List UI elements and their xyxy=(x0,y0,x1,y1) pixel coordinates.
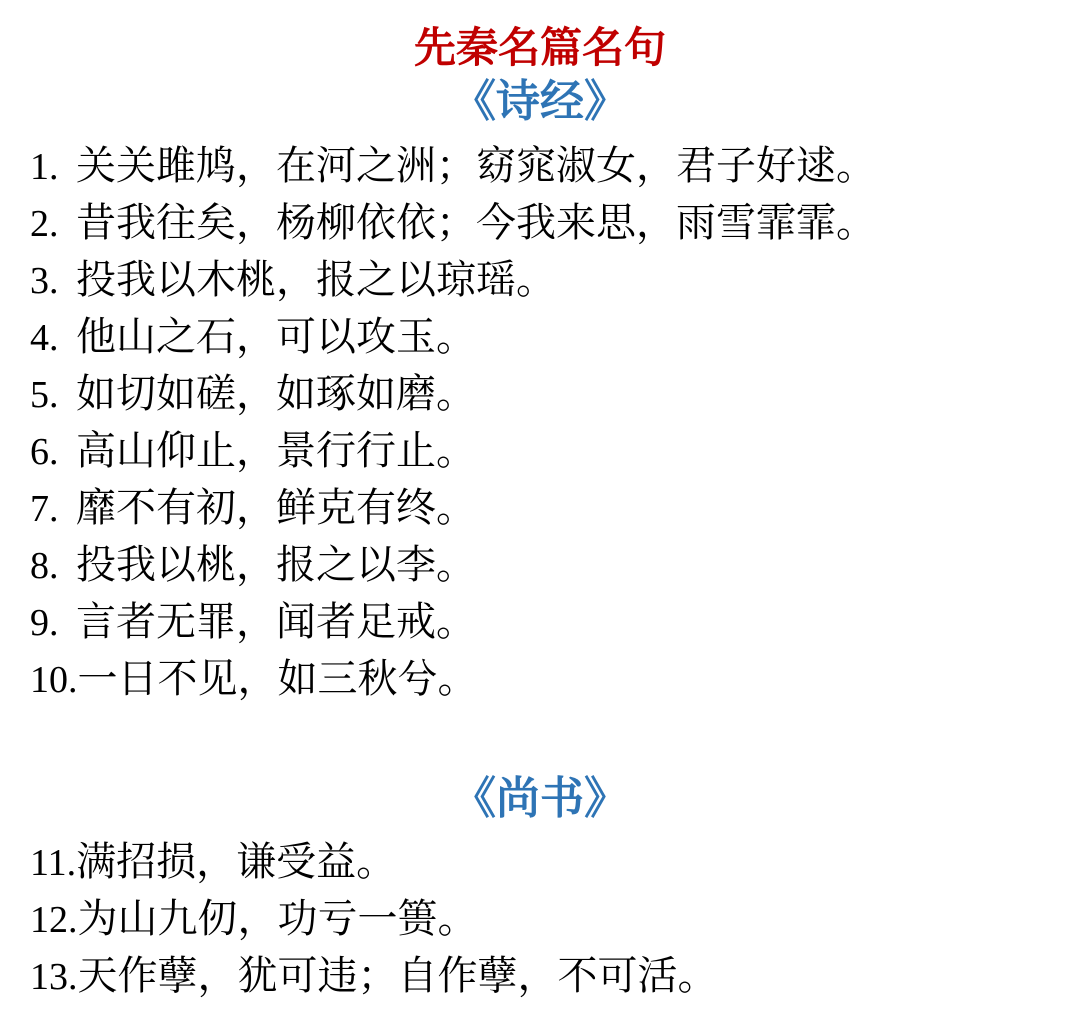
section-heading: 《尚书》 xyxy=(452,773,628,823)
list-item xyxy=(30,365,1060,422)
item-text: 言者无罪，闻者足戒。 xyxy=(76,598,476,644)
item-number: 2. xyxy=(30,202,59,245)
item-number: 4. xyxy=(30,316,59,359)
quote-list xyxy=(0,137,1080,707)
section-gap xyxy=(0,707,1080,769)
item-text: 关关雎鸠，在河之洲；窈窕淑女，君子好逑。 xyxy=(76,142,876,188)
item-text: 满招损，谦受益。 xyxy=(76,838,397,884)
page-title: 先秦名篇名句 xyxy=(413,26,666,72)
list-item xyxy=(30,422,1060,479)
list-item xyxy=(30,593,1060,650)
list-item xyxy=(30,479,1060,536)
list-item xyxy=(30,194,1060,251)
item-number: 12. xyxy=(30,898,78,941)
list-item xyxy=(30,308,1060,365)
item-number: 3. xyxy=(30,259,59,302)
document-content xyxy=(0,78,1080,1004)
item-number: 6. xyxy=(30,430,59,473)
item-number: 11. xyxy=(30,841,77,884)
item-text: 如切如磋，如琢如磨。 xyxy=(76,370,476,416)
list-item xyxy=(30,833,1060,890)
item-number: 10. xyxy=(30,658,78,701)
item-text: 一日不见，如三秋兮。 xyxy=(77,655,478,701)
item-number: 1. xyxy=(30,145,59,188)
list-item xyxy=(30,137,1060,194)
item-text: 靡不有初，鲜克有终。 xyxy=(76,484,476,530)
item-text: 为山九仞，功亏一篑。 xyxy=(77,895,478,941)
item-number: 9. xyxy=(30,601,59,644)
item-number: 8. xyxy=(30,544,59,587)
section-heading: 《诗经》 xyxy=(452,77,628,127)
item-text: 他山之石，可以攻玉。 xyxy=(76,313,476,359)
list-item xyxy=(30,947,1060,1004)
item-text: 昔我往矣，杨柳依依；今我来思，雨雪霏霏。 xyxy=(76,199,876,245)
item-text: 高山仰止，景行行止。 xyxy=(76,427,476,473)
quote-list xyxy=(0,833,1080,1004)
item-text: 投我以桃，报之以李。 xyxy=(76,541,476,587)
item-text: 投我以木桃，报之以琼瑶。 xyxy=(76,256,556,302)
list-item xyxy=(30,890,1060,947)
item-number: 7. xyxy=(30,487,59,530)
list-item xyxy=(30,251,1060,308)
item-number: 5. xyxy=(30,373,59,416)
list-item xyxy=(30,536,1060,593)
list-item xyxy=(30,650,1060,707)
item-number: 13. xyxy=(30,955,78,998)
item-text: 天作孽，犹可违；自作孽，不可活。 xyxy=(77,952,718,998)
